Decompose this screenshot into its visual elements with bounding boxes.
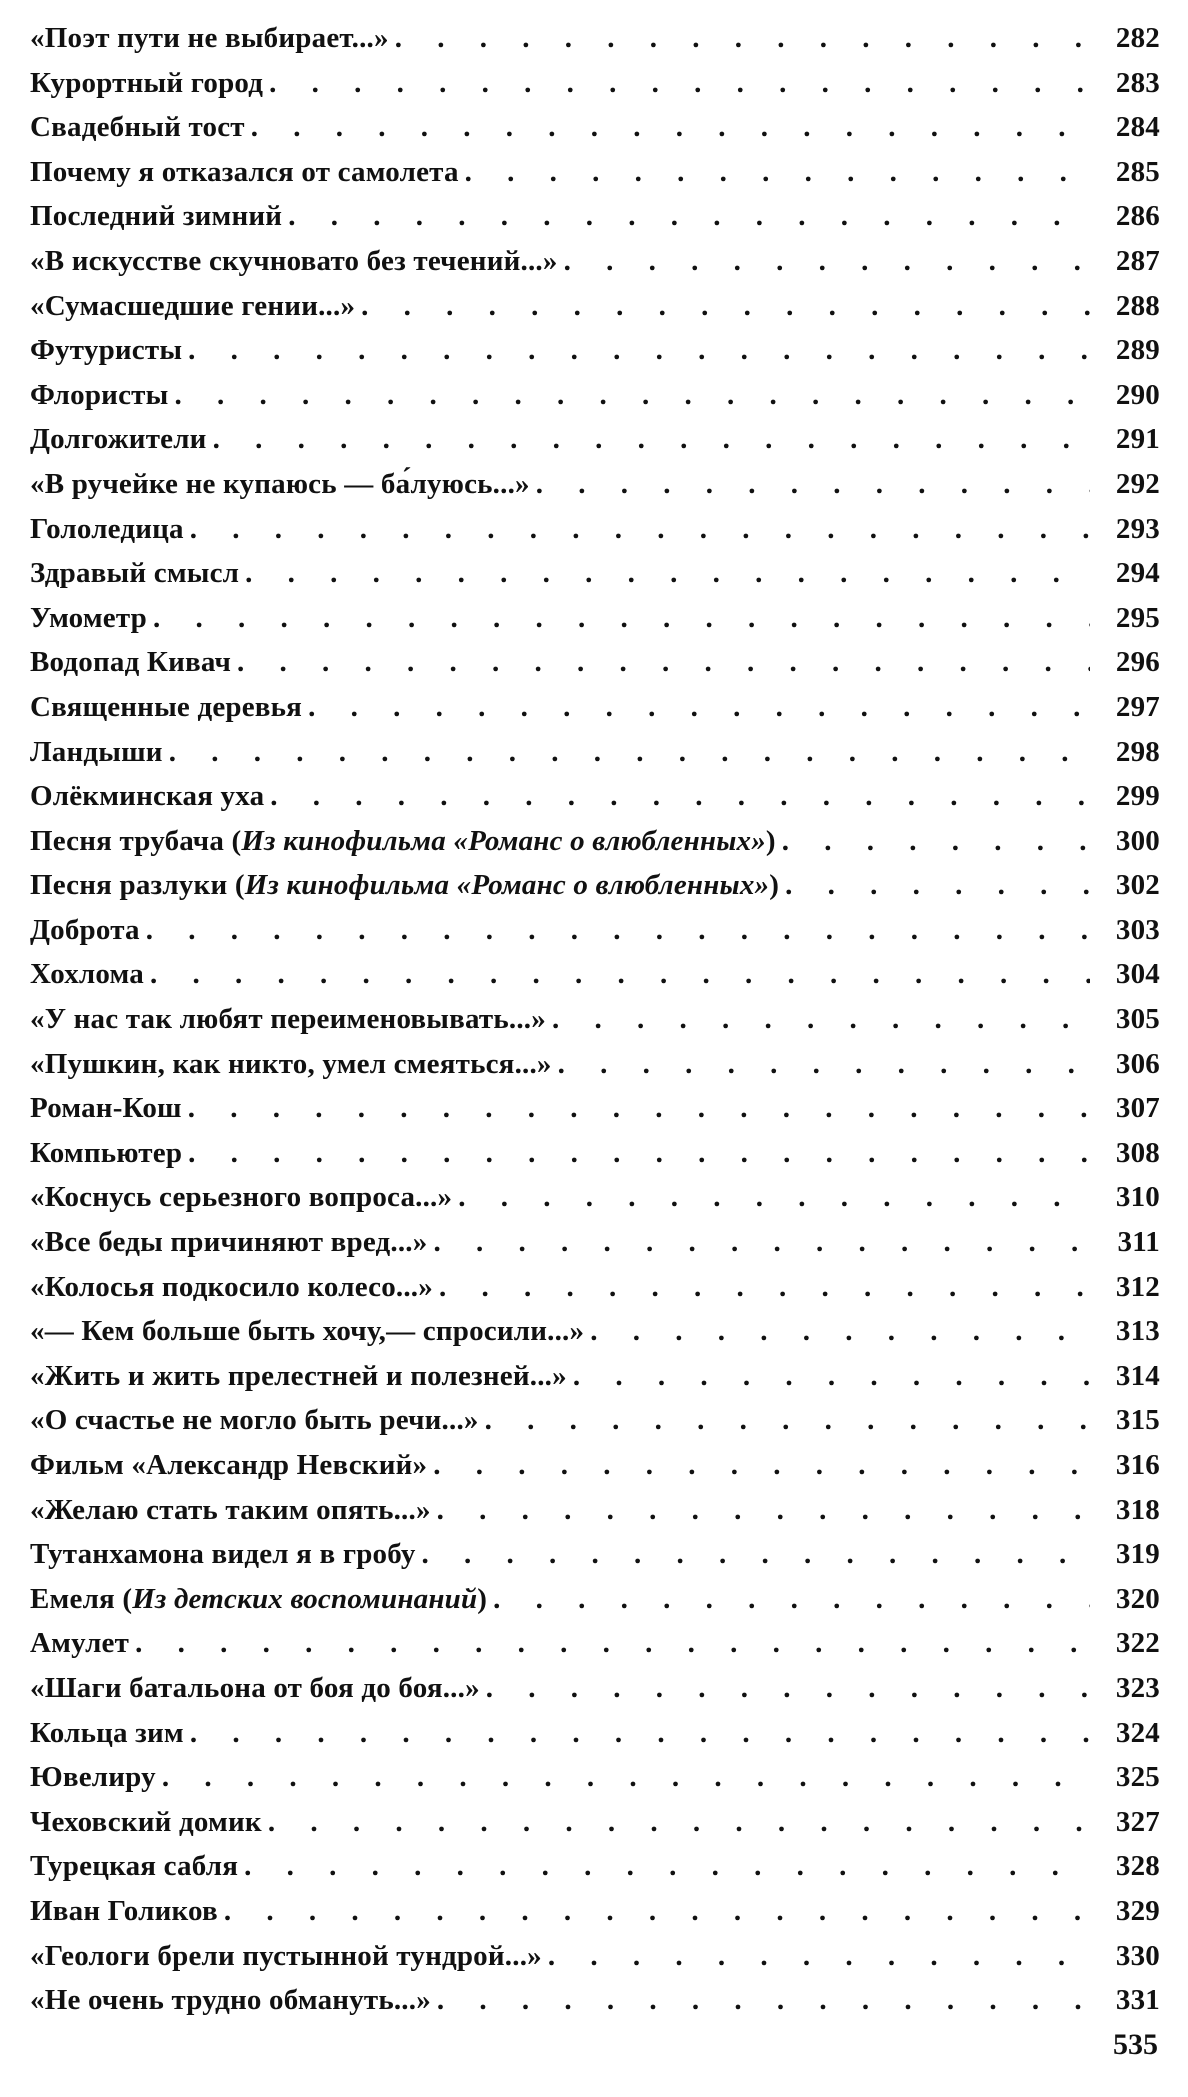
toc-entry-page: 306: [1115, 1047, 1160, 1080]
toc-entry-title-text: «В ручейке не купаюсь — ба́луюсь...»: [30, 467, 530, 500]
toc-entry-page: 316: [1115, 1449, 1160, 1481]
dot-leader: [150, 958, 1090, 991]
toc-entry-title-text: «Не очень трудно обмануть...»: [30, 1984, 431, 2017]
toc-entry-title-text: Доброта: [30, 913, 140, 946]
page-number: 535: [1113, 2028, 1158, 2061]
toc-entry-title-text: Водопад Кивач: [30, 646, 231, 679]
toc-entry-page: 300: [1115, 824, 1160, 857]
toc-entry-page: 287: [1115, 244, 1160, 277]
toc-entry-title-text: Курортный город: [30, 66, 264, 99]
toc-entry: [30, 646, 1160, 691]
dot-leader: [288, 200, 1090, 233]
dot-leader: [785, 869, 1090, 902]
table-of-contents: [30, 22, 1160, 2029]
toc-entry: [30, 1226, 1160, 1271]
toc-entry: [30, 1895, 1160, 1940]
toc-entry: [30, 1672, 1160, 1717]
toc-entry-title: [30, 1137, 182, 1170]
dot-leader: [536, 468, 1090, 501]
toc-entry-title-text: «У нас так любят переименовывать...»: [30, 1003, 546, 1036]
toc-entry-title-text: Гололедица: [30, 512, 184, 545]
toc-entry: [30, 334, 1160, 379]
toc-entry-title-text: Ювелиру: [30, 1761, 156, 1794]
toc-entry: [30, 245, 1160, 290]
dot-leader: [437, 1494, 1090, 1527]
toc-entry: [30, 111, 1160, 156]
dot-leader: [573, 1360, 1090, 1393]
toc-entry: [30, 67, 1160, 112]
toc-entry-page: 302: [1115, 869, 1160, 902]
toc-entry-page: 282: [1115, 22, 1160, 54]
toc-entry-title-text: Емеля (: [30, 1582, 133, 1615]
toc-entry-title: [30, 1672, 480, 1705]
toc-entry-title: [30, 1583, 487, 1616]
toc-entry-title: [30, 1717, 184, 1750]
toc-entry-page: 310: [1115, 1181, 1160, 1214]
toc-entry: [30, 513, 1160, 558]
toc-entry: [30, 1940, 1160, 1985]
toc-entry: [30, 780, 1160, 825]
dot-leader: [153, 602, 1090, 635]
toc-entry-title-text: Фильм «Александр Невский»: [30, 1449, 428, 1481]
toc-entry-page: 283: [1115, 66, 1160, 99]
toc-entry-title: [30, 736, 163, 769]
dot-leader: [458, 1181, 1090, 1214]
toc-entry-title-text: Тутанхамона видел я в гробу: [30, 1538, 416, 1571]
toc-entry-title-text: «В искусстве скучновато без течений...»: [30, 244, 558, 277]
toc-entry-title: [30, 958, 144, 991]
toc-entry-page: 299: [1115, 780, 1160, 813]
dot-leader: [395, 22, 1090, 55]
toc-entry-title-text: Здравый смысл: [30, 557, 240, 590]
toc-entry-title: [30, 1226, 427, 1259]
toc-entry-title-text: Хохлома: [30, 958, 145, 991]
toc-entry: [30, 1181, 1160, 1226]
toc-entry: [30, 1583, 1160, 1628]
toc-entry-title: [30, 1449, 427, 1482]
dot-leader: [244, 1850, 1090, 1883]
toc-entry-title-text: «Шаги батальона от боя до боя...»: [30, 1671, 480, 1704]
toc-entry: [30, 1850, 1160, 1895]
toc-entry-page: 318: [1115, 1493, 1160, 1526]
toc-entry-title: [30, 1404, 479, 1437]
toc-entry: [30, 1627, 1160, 1672]
toc-entry: [30, 825, 1160, 870]
dot-leader: [433, 1449, 1090, 1482]
toc-entry-title: [30, 869, 779, 902]
toc-entry-title-text: «Колосья подкосило колесо...»: [30, 1270, 433, 1303]
toc-entry-page: 325: [1115, 1761, 1160, 1794]
toc-entry-title: [30, 379, 168, 412]
toc-entry-page: 320: [1115, 1582, 1160, 1615]
dot-leader: [485, 1404, 1090, 1437]
toc-entry-note-close: ): [769, 869, 780, 902]
toc-entry-title-text: «Пушкин, как никто, умел смеяться...»: [30, 1047, 552, 1080]
toc-entry-page: 330: [1115, 1939, 1160, 1972]
toc-entry-title-text: Иван Голиков: [30, 1894, 218, 1927]
dot-leader: [564, 245, 1090, 278]
toc-entry-title: [30, 780, 264, 813]
dot-leader: [188, 1137, 1090, 1170]
toc-entry: [30, 736, 1160, 781]
toc-entry-title: [30, 1627, 129, 1660]
toc-entry: [30, 869, 1160, 914]
toc-entry-title-text: Олёкминская уха: [30, 780, 265, 813]
dot-leader: [439, 1271, 1090, 1304]
dot-leader: [270, 780, 1090, 813]
toc-entry-title: [30, 1181, 452, 1214]
toc-entry-title-text: Флористы: [30, 378, 169, 411]
toc-entry: [30, 468, 1160, 513]
toc-entry: [30, 1315, 1160, 1360]
toc-entry-title: [30, 111, 245, 144]
toc-entry-title-text: Ландыши: [30, 735, 163, 768]
toc-entry-title: [30, 245, 558, 278]
toc-entry-title: [30, 646, 231, 679]
toc-entry-page: 322: [1115, 1627, 1160, 1660]
toc-entry-title: [30, 1360, 567, 1393]
toc-entry-title: [30, 513, 184, 546]
dot-leader: [169, 736, 1090, 769]
toc-entry-page: 313: [1115, 1315, 1160, 1348]
toc-entry-title: [30, 200, 282, 233]
toc-entry-title: [30, 1806, 262, 1839]
toc-entry: [30, 691, 1160, 736]
toc-entry-note-close: ): [477, 1582, 488, 1615]
dot-leader: [188, 1092, 1090, 1125]
toc-entry-title: [30, 468, 530, 501]
toc-entry-title: [30, 423, 207, 456]
toc-entry-title: [30, 1315, 584, 1348]
toc-entry: [30, 1984, 1160, 2029]
toc-entry-title: [30, 1761, 156, 1794]
toc-entry-title-text: «Желаю стать таким опять...»: [30, 1493, 431, 1526]
toc-entry-title: [30, 290, 355, 323]
toc-entry-title: [30, 557, 239, 590]
dot-leader: [782, 825, 1090, 858]
dot-leader: [146, 914, 1090, 947]
toc-entry-title-text: «— Кем больше быть хочу,— спросили...»: [30, 1315, 585, 1348]
toc-entry-title-text: Долгожители: [30, 423, 207, 456]
toc-entry-page: 297: [1115, 690, 1160, 723]
toc-entry-title-text: Священные деревья: [30, 690, 303, 723]
dot-leader: [548, 1940, 1090, 1973]
toc-entry-page: 284: [1115, 111, 1160, 144]
dot-leader: [135, 1627, 1090, 1660]
dot-leader: [465, 156, 1090, 189]
toc-entry-page: 312: [1115, 1270, 1160, 1303]
toc-entry-title-text: Компьютер: [30, 1136, 183, 1169]
dot-leader: [224, 1895, 1090, 1928]
toc-entry: [30, 1271, 1160, 1316]
toc-entry: [30, 1360, 1160, 1405]
toc-entry-page: 329: [1115, 1894, 1160, 1927]
toc-entry-page: 298: [1115, 735, 1160, 768]
toc-entry-page: 304: [1115, 958, 1160, 991]
toc-entry: [30, 1003, 1160, 1048]
toc-entry: [30, 602, 1160, 647]
toc-entry-title-text: Песня трубача (: [30, 824, 242, 857]
toc-entry: [30, 423, 1160, 468]
toc-entry: [30, 1048, 1160, 1093]
toc-entry-title-text: «Поэт пути не выбирает...»: [30, 22, 389, 54]
toc-entry-title-text: Амулет: [30, 1627, 130, 1660]
toc-entry-title: [30, 1538, 416, 1571]
toc-entry-page: 294: [1115, 557, 1160, 590]
toc-entry-page: 293: [1115, 512, 1160, 545]
toc-entry-note: Из кинофильма «Романс о влюбленных»: [244, 869, 770, 902]
dot-leader: [162, 1761, 1090, 1794]
toc-entry-page: 328: [1115, 1850, 1160, 1883]
toc-entry-title-text: Футуристы: [30, 334, 183, 367]
toc-entry: [30, 1538, 1160, 1583]
toc-entry-title-text: Турецкая сабля: [30, 1850, 239, 1883]
toc-entry-title-text: «Сумасшедшие гении...»: [30, 289, 356, 322]
dot-leader: [174, 379, 1090, 412]
toc-entry-title: [30, 1940, 542, 1973]
toc-entry: [30, 1761, 1160, 1806]
toc-entry-title-text: «Жить и жить прелестней и полезней...»: [30, 1359, 567, 1392]
toc-entry-page: 289: [1115, 334, 1160, 367]
toc-entry-title-text: Последний зимний: [30, 200, 283, 233]
toc-entry-page: 286: [1115, 200, 1160, 233]
toc-entry-note: Из кинофильма «Романс о влюбленных»: [241, 824, 766, 857]
toc-entry-title-text: Песня разлуки (: [30, 869, 245, 902]
dot-leader: [361, 290, 1090, 323]
dot-leader: [190, 1717, 1090, 1750]
toc-entry-title: [30, 67, 263, 100]
toc-entry: [30, 958, 1160, 1003]
dot-leader: [486, 1672, 1090, 1705]
toc-entry-page: 319: [1115, 1538, 1160, 1571]
toc-entry: [30, 1806, 1160, 1851]
toc-entry: [30, 557, 1160, 602]
toc-entry-title-text: «Все беды причиняют вред...»: [30, 1226, 428, 1259]
dot-leader: [237, 646, 1090, 679]
toc-entry: [30, 1717, 1160, 1762]
toc-entry-title: [30, 1092, 182, 1125]
dot-leader: [213, 423, 1090, 456]
dot-leader: [422, 1538, 1090, 1571]
toc-entry-note: Из детских воспоминаний: [132, 1582, 478, 1615]
toc-entry: [30, 1092, 1160, 1137]
toc-entry-page: 307: [1115, 1092, 1160, 1125]
toc-entry: [30, 200, 1160, 245]
dot-leader: [268, 1806, 1090, 1839]
toc-entry-page: 331: [1115, 1984, 1160, 2017]
dot-leader: [437, 1984, 1090, 2017]
toc-entry-page: 324: [1115, 1716, 1160, 1749]
toc-entry-title: [30, 825, 776, 858]
toc-entry-note-close: ): [765, 824, 776, 857]
toc-entry-title: [30, 22, 389, 55]
toc-entry-page: 314: [1115, 1359, 1160, 1392]
toc-entry-title: [30, 914, 140, 947]
toc-entry-title: [30, 1048, 552, 1081]
toc-entry-page: 315: [1115, 1404, 1160, 1437]
toc-entry-page: 291: [1115, 423, 1160, 456]
toc-entry: [30, 22, 1160, 67]
toc-entry: [30, 914, 1160, 959]
dot-leader: [188, 334, 1090, 367]
toc-entry-title: [30, 334, 182, 367]
toc-entry-title-text: Чеховский домик: [30, 1805, 262, 1838]
toc-entry-page: 288: [1115, 289, 1160, 322]
toc-entry-title: [30, 1984, 431, 2017]
toc-entry-title: [30, 1003, 546, 1036]
dot-leader: [308, 691, 1090, 724]
toc-entry-page: 323: [1115, 1671, 1160, 1704]
toc-entry-title-text: «Коснусь серьезного вопроса...»: [30, 1181, 453, 1214]
dot-leader: [190, 513, 1090, 546]
toc-entry: [30, 379, 1160, 424]
toc-entry-page: 292: [1115, 467, 1160, 500]
toc-entry-title-text: Почему я отказался от самолета: [30, 155, 459, 188]
toc-entry: [30, 1449, 1160, 1494]
toc-entry-page: 327: [1115, 1805, 1160, 1838]
toc-entry-page: 285: [1115, 155, 1160, 188]
toc-entry-title: [30, 1494, 431, 1527]
toc-entry-page: 290: [1115, 378, 1160, 411]
dot-leader: [590, 1315, 1090, 1348]
toc-entry-title: [30, 602, 147, 635]
dot-leader: [493, 1583, 1090, 1616]
toc-entry: [30, 1494, 1160, 1539]
dot-leader: [552, 1003, 1090, 1036]
toc-entry: [30, 156, 1160, 201]
dot-leader: [269, 67, 1090, 100]
dot-leader: [558, 1048, 1090, 1081]
toc-entry-title: [30, 691, 302, 724]
toc-entry-title-text: Свадебный тост: [30, 111, 245, 144]
toc-entry-title-text: «Геологи брели пустынной тундрой...»: [30, 1939, 542, 1972]
toc-entry-page: 303: [1115, 913, 1160, 946]
dot-leader: [245, 557, 1090, 590]
toc-entry: [30, 1137, 1160, 1182]
toc-entry-title-text: «О счастье не могло быть речи...»: [30, 1404, 479, 1437]
toc-entry-title: [30, 1895, 218, 1928]
toc-entry-title: [30, 1850, 238, 1883]
toc-entry-page: 311: [1117, 1226, 1160, 1259]
dot-leader: [433, 1226, 1090, 1259]
toc-entry-title: [30, 1271, 433, 1304]
toc-entry-page: 308: [1115, 1136, 1160, 1169]
toc-entry-title-text: Кольца зим: [30, 1716, 184, 1749]
toc-entry-page: 295: [1115, 601, 1160, 634]
toc-entry-title-text: Роман-Кош: [30, 1092, 182, 1125]
dot-leader: [251, 111, 1090, 144]
toc-entry: [30, 1404, 1160, 1449]
toc-entry-page: 305: [1115, 1003, 1160, 1036]
toc-entry: [30, 290, 1160, 335]
toc-entry-title: [30, 156, 459, 189]
toc-entry-title-text: Умометр: [30, 601, 147, 634]
toc-entry-page: 296: [1115, 646, 1160, 679]
